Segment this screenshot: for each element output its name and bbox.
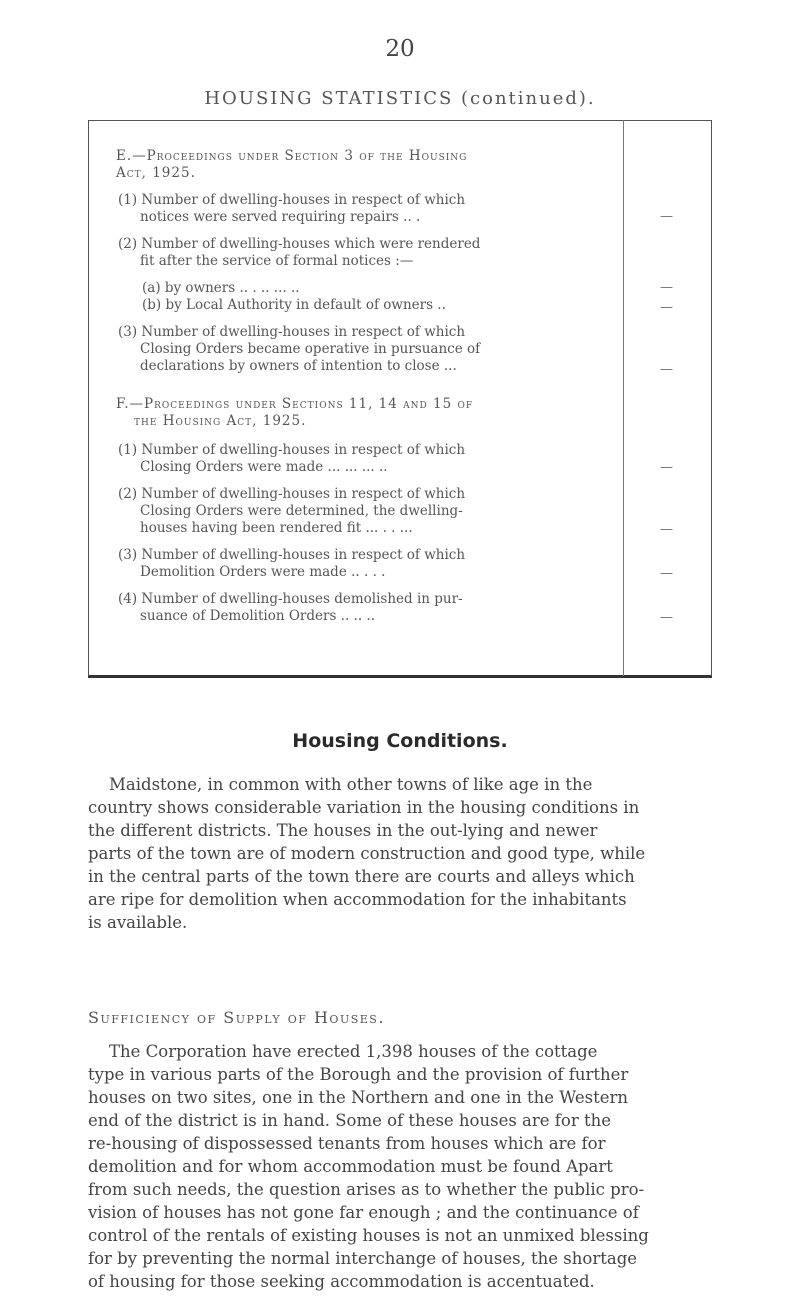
row-value: — bbox=[660, 566, 673, 581]
section-e-title-cont: Act, 1925. bbox=[116, 165, 196, 181]
table-row: (2) Number of dwelling-houses which were rendered bbox=[118, 236, 481, 252]
paragraph-line: end of the district is in hand. Some of these houses are for the bbox=[88, 1111, 611, 1130]
paragraph-line: The Corporation have erected 1,398 houses of the cottage bbox=[109, 1042, 598, 1061]
table-row-cont: declarations by owners of intention to close ... bbox=[140, 358, 457, 374]
table-column-rule bbox=[623, 120, 624, 676]
section-heading: Housing Conditions. bbox=[292, 730, 508, 752]
section-e-title: E.—Proceedings under Section 3 of the Housing bbox=[116, 148, 468, 164]
table-row-cont: notices were served requiring repairs .. . bbox=[140, 209, 421, 225]
table-row-cont: suance of Demolition Orders .. .. .. bbox=[140, 608, 376, 624]
paragraph-line: are ripe for demolition when accommodation for the inhabitants bbox=[88, 890, 627, 909]
table-row: (a) by owners .. . .. ... .. bbox=[142, 280, 300, 296]
table-row-cont: Closing Orders were determined, the dwelling- bbox=[140, 503, 463, 519]
row-value: — bbox=[660, 522, 673, 537]
row-value: — bbox=[660, 280, 673, 295]
paragraph-line: control of the rentals of existing houses is not an unmixed blessing bbox=[88, 1226, 649, 1245]
table-row-cont: fit after the service of formal notices :— bbox=[140, 253, 414, 269]
paragraph-line: vision of houses has not gone far enough ; and the continuance of bbox=[88, 1203, 639, 1222]
paragraph-line: demolition and for whom accommodation must be found Apart bbox=[88, 1157, 613, 1176]
running-head: HOUSING STATISTICS (continued). bbox=[204, 88, 596, 109]
paragraph-line: from such needs, the question arises as to whether the public pro- bbox=[88, 1180, 645, 1199]
row-value: — bbox=[660, 362, 673, 377]
page-number: 20 bbox=[385, 36, 415, 62]
paragraph-supply bbox=[88, 1040, 728, 1293]
section-f-title-cont: the Housing Act, 1925. bbox=[134, 413, 307, 429]
paragraph-line: the different districts. The houses in the out-lying and newer bbox=[88, 821, 598, 840]
paragraph-line: houses on two sites, one in the Northern and one in the Western bbox=[88, 1088, 629, 1107]
paragraph-line: of housing for those seeking accommodation is accentuated. bbox=[88, 1272, 595, 1291]
paragraph-line: parts of the town are of modern construction and good type, while bbox=[88, 844, 646, 863]
row-value: — bbox=[660, 300, 673, 315]
paragraph-line: for by preventing the normal interchange of houses, the shortage bbox=[88, 1249, 638, 1268]
paragraph-line: type in various parts of the Borough and the provision of further bbox=[88, 1065, 629, 1084]
paragraph-line: is available. bbox=[88, 913, 188, 932]
table-row: (1) Number of dwelling-houses in respect of which bbox=[118, 192, 466, 208]
table-row-cont: Closing Orders were made ... ... ... .. bbox=[140, 459, 388, 475]
subheading: Sufficiency of Supply of Houses. bbox=[88, 1008, 385, 1027]
table-row-cont: Closing Orders became operative in pursuance of bbox=[140, 341, 481, 357]
row-value: — bbox=[660, 460, 673, 475]
table-row: (1) Number of dwelling-houses in respect of which bbox=[118, 442, 466, 458]
table-row-cont: Demolition Orders were made .. . . . bbox=[140, 564, 386, 580]
table-row: (2) Number of dwelling-houses in respect of which bbox=[118, 486, 466, 502]
table-row: (b) by Local Authority in default of owners .. bbox=[142, 297, 446, 313]
row-value: — bbox=[660, 209, 673, 224]
table-row: (3) Number of dwelling-houses in respect of which bbox=[118, 547, 466, 563]
paragraph-line: Maidstone, in common with other towns of like age in the bbox=[109, 775, 593, 794]
row-value: — bbox=[660, 610, 673, 625]
paragraph-line: in the central parts of the town there are courts and alleys which bbox=[88, 867, 635, 886]
paragraph-intro bbox=[88, 773, 728, 934]
table-row: (3) Number of dwelling-houses in respect of which bbox=[118, 324, 466, 340]
section-f-title: F.—Proceedings under Sections 11, 14 and 15 of bbox=[116, 396, 474, 412]
paragraph-line: country shows considerable variation in the housing conditions in bbox=[88, 798, 640, 817]
table-row: (4) Number of dwelling-houses demolished in pur- bbox=[118, 591, 463, 607]
paragraph-line: re-housing of dispossessed tenants from houses which are for bbox=[88, 1134, 606, 1153]
table-row-cont: houses having been rendered fit ... . . ... bbox=[140, 520, 413, 536]
